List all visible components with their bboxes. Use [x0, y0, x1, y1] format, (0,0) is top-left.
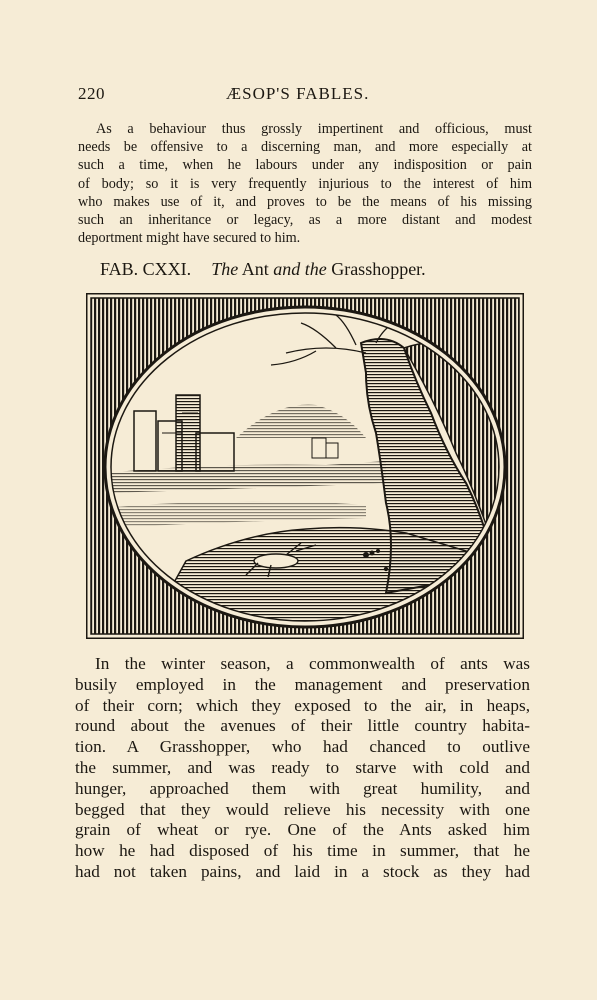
intro-line: As a behaviour thus grossly impertinent and officious, must [96, 121, 532, 137]
intro-line: who makes use of it, and proves to be the means of his missing [78, 193, 532, 210]
intro-line: such a time, when he labours under any indisposition or pain [78, 157, 532, 174]
page-number: 220 [78, 84, 105, 103]
intro-line: needs be offensive to a discerning man, and more especially at [78, 139, 532, 156]
fable-line: had not taken pains, and laid in a stock as they had [75, 861, 530, 881]
woodcut-illustration [86, 293, 524, 639]
fable-title-grasshopper: Grasshopper. [331, 259, 426, 279]
fable-text [75, 654, 530, 883]
fable-line: busily employed in the management and preservation [75, 674, 530, 694]
fable-line: of their corn; which they exposed to the air, in heaps, [75, 695, 530, 715]
fable-title-the: The [211, 259, 239, 279]
intro-paragraph [78, 120, 532, 247]
fable-line: how he had disposed of his time in summer, that he [75, 841, 530, 861]
running-title: ÆSOP'S FABLES. [226, 84, 370, 103]
fable-line: the summer, and was ready to starve with cold and [75, 757, 530, 777]
fable-number: FAB. CXXI. [100, 259, 192, 279]
fable-line: round about the avenues of their little country habita- [75, 716, 530, 736]
fable-line: hunger, approached them with great humility, and [75, 778, 530, 798]
intro-line: of body; so it is very frequently injurious to the interest of him [78, 175, 532, 192]
fable-title-ant: Ant [241, 259, 269, 279]
fable-title-and-the: and the [273, 259, 327, 279]
fable-line: In the winter season, a commonwealth of ants was [95, 654, 530, 673]
fable-heading [100, 259, 540, 280]
fable-line: begged that they would relieve his necessity with one [75, 799, 530, 819]
intro-line: deportment might have secured to him. [78, 230, 301, 247]
fable-line: grain of wheat or rye. One of the Ants asked him [75, 820, 530, 840]
intro-line: such an inheritance or legacy, as a more distant and modest [78, 212, 532, 229]
fable-line: tion. A Grasshopper, who had chanced to outlive [75, 737, 530, 757]
